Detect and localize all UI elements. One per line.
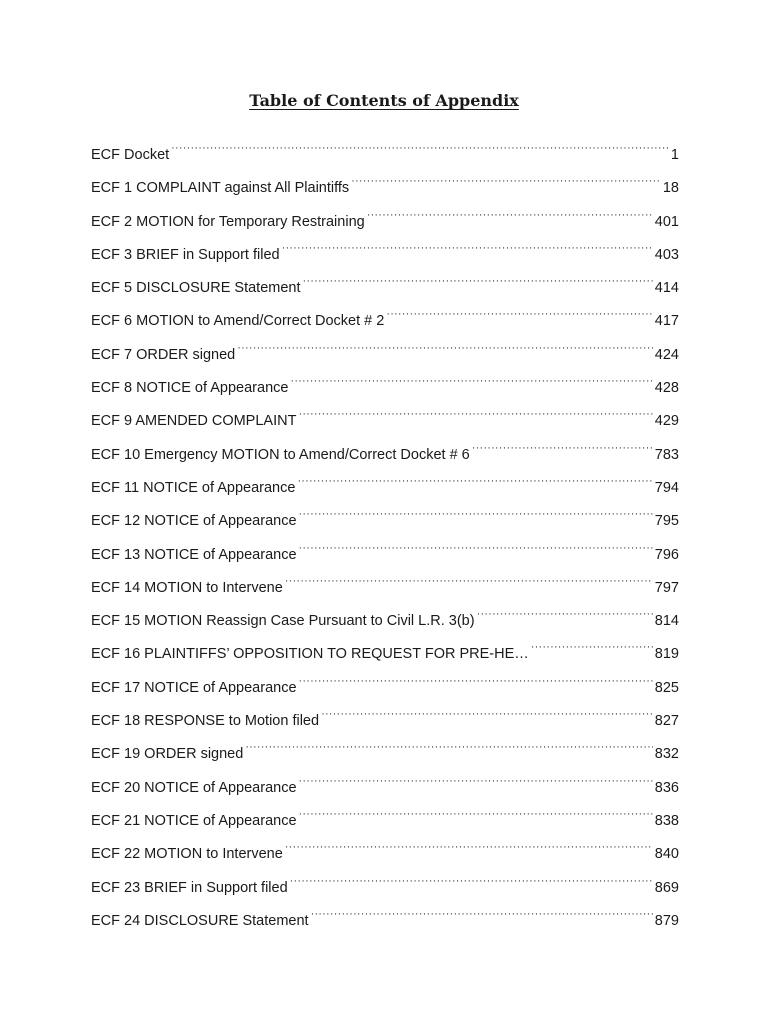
toc-entry — [91, 734, 679, 767]
toc-entry-page-number: 401 — [654, 213, 679, 230]
toc-entry-page-number: 796 — [654, 546, 679, 563]
toc-entry-label: ECF 2 MOTION for Temporary Restraining — [91, 213, 365, 230]
dot-leader — [297, 468, 652, 492]
toc-entry-label: ECF 8 NOTICE of Appearance — [91, 380, 289, 397]
toc-entry-label: ECF 14 MOTION to Intervene — [91, 579, 283, 596]
dot-leader — [321, 701, 653, 725]
toc-entry-label: ECF 15 MOTION Reassign Case Pursuant to Civil L.R. 3(b) — [91, 613, 475, 630]
toc-entry-label: ECF 19 ORDER signed — [91, 746, 244, 763]
dot-leader — [237, 335, 653, 359]
toc-entry-page-number: 794 — [654, 479, 679, 496]
toc-entry — [91, 834, 679, 867]
dot-leader — [290, 868, 653, 892]
toc-entry-page-number: 417 — [654, 313, 679, 330]
toc-entry-page-number: 424 — [654, 346, 679, 363]
dot-leader — [367, 202, 653, 226]
toc-entry — [91, 801, 679, 834]
toc-entry-page-number: 825 — [654, 679, 679, 696]
toc-entry-page-number: 879 — [654, 912, 679, 929]
toc-entry — [91, 568, 679, 601]
toc-entry-label: ECF Docket — [91, 147, 170, 163]
toc-entry-label: ECF 6 MOTION to Amend/Correct Docket # 2 — [91, 313, 385, 330]
toc-entry — [91, 268, 679, 301]
toc-entry — [91, 901, 679, 934]
page-title: Table of Contents of Appendix — [249, 91, 519, 110]
table-of-contents — [91, 135, 679, 934]
toc-entry-page-number: 1 — [670, 147, 679, 163]
dot-leader — [351, 168, 661, 192]
dot-leader — [285, 568, 653, 592]
toc-entry — [91, 368, 679, 401]
toc-entry — [91, 668, 679, 701]
toc-entry-page-number: 869 — [654, 879, 679, 896]
toc-entry — [91, 868, 679, 901]
toc-entry-page-number: 403 — [654, 246, 679, 263]
dot-leader — [299, 768, 653, 792]
toc-entry-label: ECF 20 NOTICE of Appearance — [91, 779, 297, 796]
toc-entry-label: ECF 5 DISCLOSURE Statement — [91, 280, 301, 297]
dot-leader — [472, 435, 653, 459]
toc-entry-page-number: 840 — [654, 846, 679, 863]
toc-entry-page-number: 819 — [654, 646, 679, 663]
toc-entry — [91, 401, 679, 434]
toc-entry-label: ECF 10 Emergency MOTION to Amend/Correct Docket # 6 — [91, 446, 470, 463]
dot-leader — [171, 135, 669, 159]
toc-entry-label: ECF 17 NOTICE of Appearance — [91, 679, 297, 696]
dot-leader — [531, 634, 653, 658]
toc-entry — [91, 701, 679, 734]
toc-entry-page-number: 838 — [654, 812, 679, 829]
toc-entry — [91, 634, 679, 667]
toc-entry-label: ECF 9 AMENDED COMPLAINT — [91, 413, 297, 430]
dot-leader — [311, 901, 653, 925]
toc-entry — [91, 202, 679, 235]
toc-entry — [91, 535, 679, 568]
toc-entry-page-number: 814 — [654, 613, 679, 630]
toc-entry — [91, 601, 679, 634]
toc-entry-label: ECF 21 NOTICE of Appearance — [91, 812, 297, 829]
toc-entry-label: ECF 23 BRIEF in Support filed — [91, 879, 288, 896]
toc-entry-page-number: 827 — [654, 713, 679, 730]
toc-entry-label: ECF 13 NOTICE of Appearance — [91, 546, 297, 563]
toc-entry-page-number: 414 — [654, 280, 679, 297]
dot-leader — [299, 501, 653, 525]
toc-entry-label: ECF 12 NOTICE of Appearance — [91, 513, 297, 530]
toc-entry-label: ECF 1 COMPLAINT against All Plaintiffs — [91, 180, 350, 197]
toc-entry-page-number: 428 — [654, 380, 679, 397]
toc-entry-page-number: 429 — [654, 413, 679, 430]
dot-leader — [298, 401, 652, 425]
dot-leader — [299, 668, 653, 692]
dot-leader — [299, 535, 653, 559]
toc-entry-page-number: 832 — [654, 746, 679, 763]
toc-entry-label: ECF 22 MOTION to Intervene — [91, 846, 283, 863]
dot-leader — [299, 801, 653, 825]
toc-entry — [91, 768, 679, 801]
dot-leader — [386, 301, 652, 325]
toc-entry-label: ECF 11 NOTICE of Appearance — [91, 479, 296, 496]
dot-leader — [245, 734, 652, 758]
toc-entry-label: ECF 18 RESPONSE to Motion filed — [91, 713, 320, 730]
toc-entry-label: ECF 7 ORDER signed — [91, 346, 236, 363]
toc-entry-page-number: 795 — [654, 513, 679, 530]
dot-leader — [282, 235, 653, 259]
toc-entry — [91, 501, 679, 534]
toc-entry-label: ECF 24 DISCLOSURE Statement — [91, 912, 309, 929]
toc-entry-label: ECF 16 PLAINTIFFS’ OPPOSITION TO REQUEST FOR PRE-HE… — [91, 646, 529, 663]
toc-entry — [91, 135, 679, 168]
toc-entry-page-number: 797 — [654, 579, 679, 596]
toc-entry-page-number: 18 — [662, 180, 679, 197]
toc-entry — [91, 335, 679, 368]
toc-entry-label: ECF 3 BRIEF in Support filed — [91, 246, 280, 263]
toc-entry — [91, 468, 679, 501]
dot-leader — [290, 368, 652, 392]
dot-leader — [285, 834, 653, 858]
toc-entry — [91, 435, 679, 468]
toc-entry — [91, 301, 679, 334]
dot-leader — [477, 601, 653, 625]
dot-leader — [303, 268, 653, 292]
toc-entry-page-number: 836 — [654, 779, 679, 796]
toc-entry — [91, 168, 679, 201]
toc-entry — [91, 235, 679, 268]
toc-entry-page-number: 783 — [654, 446, 679, 463]
